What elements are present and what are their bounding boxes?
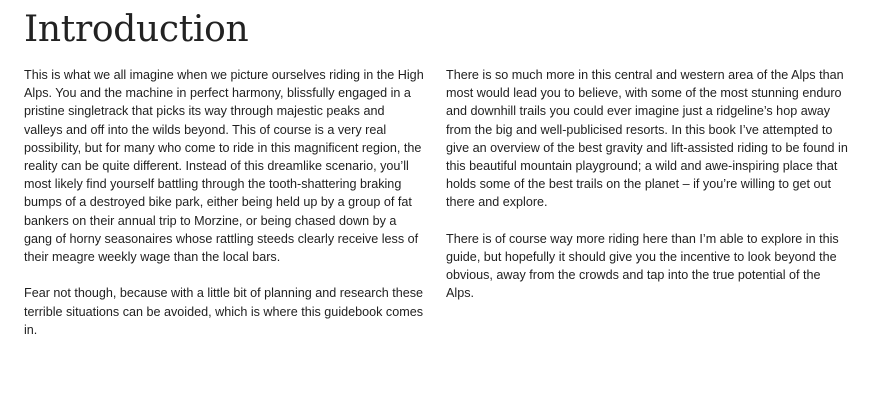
page-title: Introduction xyxy=(24,9,249,50)
paragraph: Fear not though, because with a little bit of planning and research these terrible situations can be avoided, which is where this guidebook comes in. xyxy=(24,286,424,337)
right-column xyxy=(446,66,850,321)
paragraph: There is so much more in this central and western area of the Alps than most would lead you to believe, with some of the most stunning enduro and downhill trails you could ever imagine just a ridgeline’s hop away from the big and well-publicised resorts. In this book I’ve attempted to give an overview of the best gravity and lift-assisted riding to be found in this beautiful mountain playground; a wild and awe-inspiring place that holds some of the best trails on the planet – if you’re willing to get out there and explore. xyxy=(446,68,848,210)
paragraph: This is what we all imagine when we picture ourselves riding in the High Alps. You and the machine in perfect harmony, blissfully engaged in a pristine singletrack that picks its way through majestic peaks and valleys and off into the wilds beyond. This of course is a very real possibility, but for many who come to ride in this magnificent region, the reality can be quite different. Instead of this dreamlike scenario, you’ll most likely find yourself battling through the tooth-shattering braking bumps of a destroyed bike park, either being held up by a group of fat bankers on their annual trip to Morzine, or being chased down by a gang of horny seasonaires whose rattling steeds clearly receive less of their meagre weekly wage than the local bars. xyxy=(24,68,424,265)
paragraph: There is of course way more riding here than I’m able to explore in this guide, but hopefully it should give you the incentive to look beyond the obvious, away from the crowds and tap into the true potential of the Alps. xyxy=(446,231,839,301)
left-column xyxy=(24,66,426,357)
